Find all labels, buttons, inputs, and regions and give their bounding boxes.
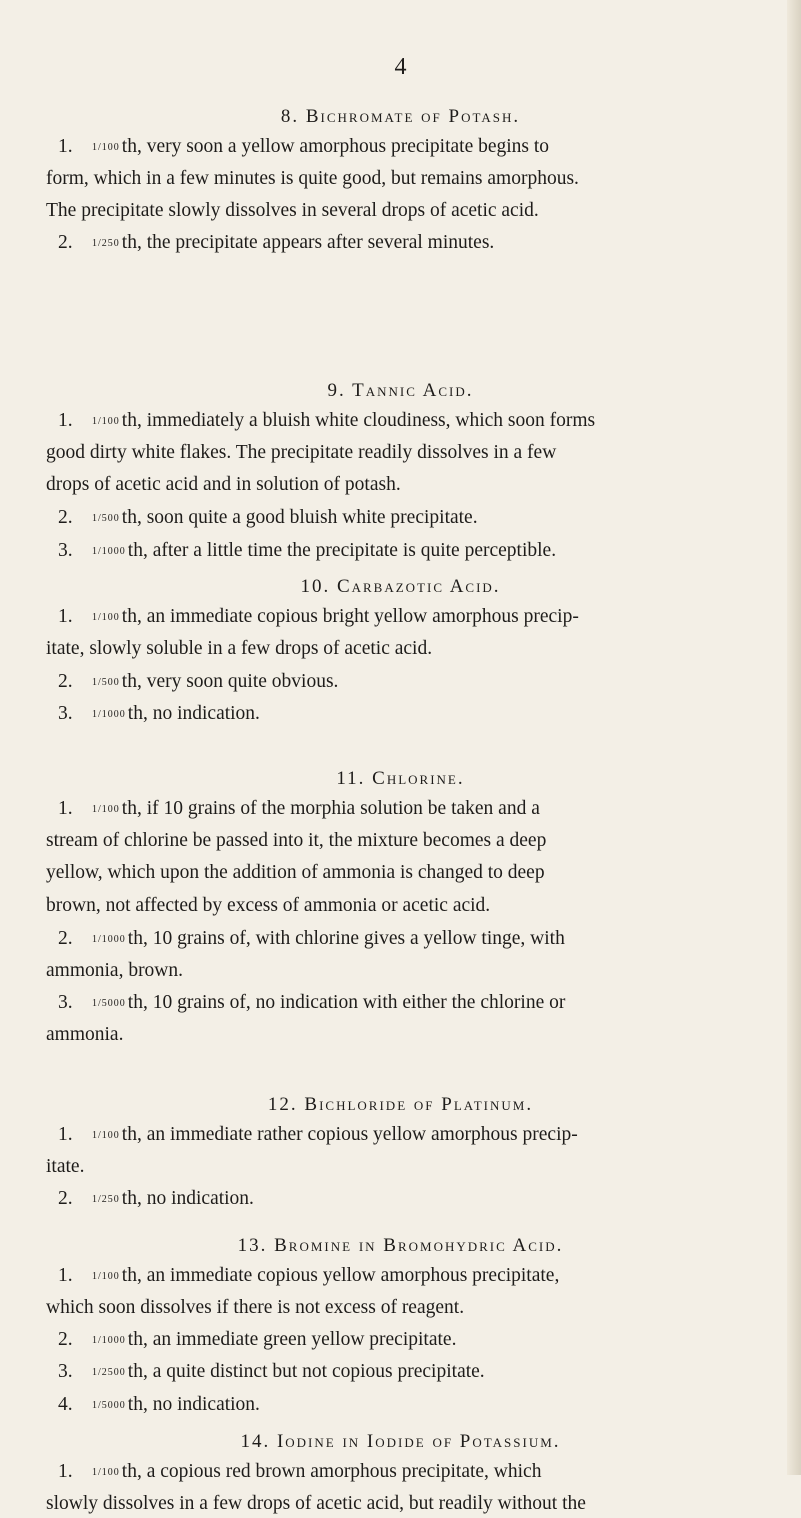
item-number: 2. (58, 928, 73, 949)
line-text: th, the precipitate appears after several minutes. (121, 232, 495, 253)
text-line (46, 165, 776, 193)
dilution-fraction: 1/100 (92, 804, 120, 815)
line-text: th, an immediate green yellow precipitate. (127, 1329, 457, 1350)
item-number: 1. (58, 1461, 73, 1482)
item-number: 2. (58, 1329, 73, 1350)
text-line (46, 827, 776, 855)
line-text: th, an immediate copious bright yellow amorphous precip- (121, 606, 579, 627)
text-line (46, 1490, 776, 1518)
line-text: th, a copious red brown amorphous precipitate, which (121, 1461, 542, 1482)
line-text: th, no indication. (127, 703, 260, 724)
line-text: stream of chlorine be passed into it, the mixture becomes a deep (46, 830, 547, 851)
line-text: brown, not affected by excess of ammonia or acetic acid. (46, 895, 491, 916)
dilution-fraction: 1/5000 (92, 1400, 126, 1411)
dilution-fraction: 1/250 (92, 1194, 120, 1205)
line-text: yellow, which upon the addition of ammonia is changed to deep (46, 862, 545, 883)
line-text: th, after a little time the precipitate is quite perceptible. (127, 540, 557, 561)
item-number: 1. (58, 606, 73, 627)
line-text: th, 10 grains of, no indication with either the chlorine or (127, 992, 566, 1013)
line-text: itate, slowly soluble in a few drops of acetic acid. (46, 638, 433, 659)
line-text: slowly dissolves in a few drops of acetic acid, but readily without the (46, 1493, 586, 1514)
item-number: 1. (58, 410, 73, 431)
line-text: good dirty white flakes. The precipitate readily dissolves in a few (46, 442, 557, 463)
line-text: form, which in a few minutes is quite good, but remains amorphous. (46, 168, 579, 189)
text-line (46, 471, 776, 499)
text-line (46, 1153, 776, 1181)
text-line (58, 1458, 788, 1487)
text-line (58, 1121, 788, 1150)
dilution-fraction: 1/100 (92, 612, 120, 623)
dilution-fraction: 1/5000 (92, 998, 126, 1009)
text-line (58, 668, 788, 697)
text-line (58, 1326, 788, 1355)
text-line (46, 957, 776, 985)
line-text: itate. (46, 1156, 85, 1177)
line-text: th, if 10 grains of the morphia solution be taken and a (121, 798, 540, 819)
line-text: The precipitate slowly dissolves in several drops of acetic acid. (46, 200, 539, 221)
dilution-fraction: 1/100 (92, 142, 120, 153)
dilution-fraction: 1/2500 (92, 1367, 126, 1378)
line-text: ammonia, brown. (46, 960, 184, 981)
text-line (58, 1262, 788, 1291)
line-text: ammonia. (46, 1024, 124, 1045)
text-line (58, 133, 788, 162)
item-number: 1. (58, 136, 73, 157)
section-heading: 9. Tannic Acid. (327, 380, 474, 401)
text-line (58, 603, 788, 632)
line-text: th, 10 grains of, with chlorine gives a yellow tinge, with (127, 928, 565, 949)
item-number: 3. (58, 1361, 73, 1382)
text-line (46, 1294, 776, 1322)
item-number: 2. (58, 671, 73, 692)
item-number: 2. (58, 507, 73, 528)
text-line (58, 537, 788, 566)
dilution-fraction: 1/100 (92, 1130, 120, 1141)
text-line (58, 504, 788, 533)
text-line (46, 197, 776, 225)
dilution-fraction: 1/250 (92, 238, 120, 249)
dilution-fraction: 1/100 (92, 416, 120, 427)
dilution-fraction: 1/1000 (92, 1335, 126, 1346)
line-text: th, very soon quite obvious. (121, 671, 339, 692)
dilution-fraction: 1/100 (92, 1467, 120, 1478)
line-text: th, immediately a bluish white cloudiness, which soon forms (121, 410, 596, 431)
line-text: drops of acetic acid and in solution of potash. (46, 474, 401, 495)
dilution-fraction: 1/1000 (92, 709, 126, 720)
dilution-fraction: 1/500 (92, 513, 120, 524)
line-text: th, a quite distinct but not copious precipitate. (127, 1361, 485, 1382)
section-heading: 12. Bichloride of Platinum. (267, 1094, 534, 1115)
text-line (46, 892, 776, 920)
text-line (58, 795, 788, 824)
section-heading: 11. Chlorine. (336, 768, 465, 789)
dilution-fraction: 1/1000 (92, 934, 126, 945)
line-text: th, soon quite a good bluish white precipitate. (121, 507, 478, 528)
item-number: 1. (58, 1265, 73, 1286)
section-heading: 13. Bromine in Bromohydric Acid. (237, 1235, 564, 1256)
text-line (46, 635, 776, 663)
line-text: th, very soon a yellow amorphous precipitate begins to (121, 136, 550, 157)
item-number: 3. (58, 992, 73, 1013)
text-line (58, 700, 788, 729)
page-number: 4 (394, 54, 407, 80)
text-line (58, 1391, 788, 1420)
item-number: 3. (58, 540, 73, 561)
dilution-fraction: 1/100 (92, 1271, 120, 1282)
text-line (58, 1358, 788, 1387)
line-text: th, no indication. (121, 1188, 254, 1209)
text-line (46, 859, 776, 887)
text-line (58, 925, 788, 954)
item-number: 3. (58, 703, 73, 724)
text-line (58, 229, 788, 258)
line-text: which soon dissolves if there is not excess of reagent. (46, 1297, 465, 1318)
item-number: 2. (58, 1188, 73, 1209)
dilution-fraction: 1/1000 (92, 546, 126, 557)
line-text: th, an immediate copious yellow amorphous precipitate, (121, 1265, 560, 1286)
dilution-fraction: 1/500 (92, 677, 120, 688)
item-number: 2. (58, 232, 73, 253)
item-number: 1. (58, 798, 73, 819)
section-heading: 14. Iodine in Iodide of Potassium. (240, 1431, 561, 1452)
text-line (46, 439, 776, 467)
line-text: th, no indication. (127, 1394, 260, 1415)
line-text: th, an immediate rather copious yellow amorphous precip- (121, 1124, 578, 1145)
text-line (58, 989, 788, 1018)
text-line (58, 407, 788, 436)
item-number: 4. (58, 1394, 73, 1415)
text-line (58, 1185, 788, 1214)
item-number: 1. (58, 1124, 73, 1145)
section-heading: 8. Bichromate of Potash. (280, 106, 521, 127)
section-heading: 10. Carbazotic Acid. (300, 576, 501, 597)
text-line (46, 1021, 776, 1049)
